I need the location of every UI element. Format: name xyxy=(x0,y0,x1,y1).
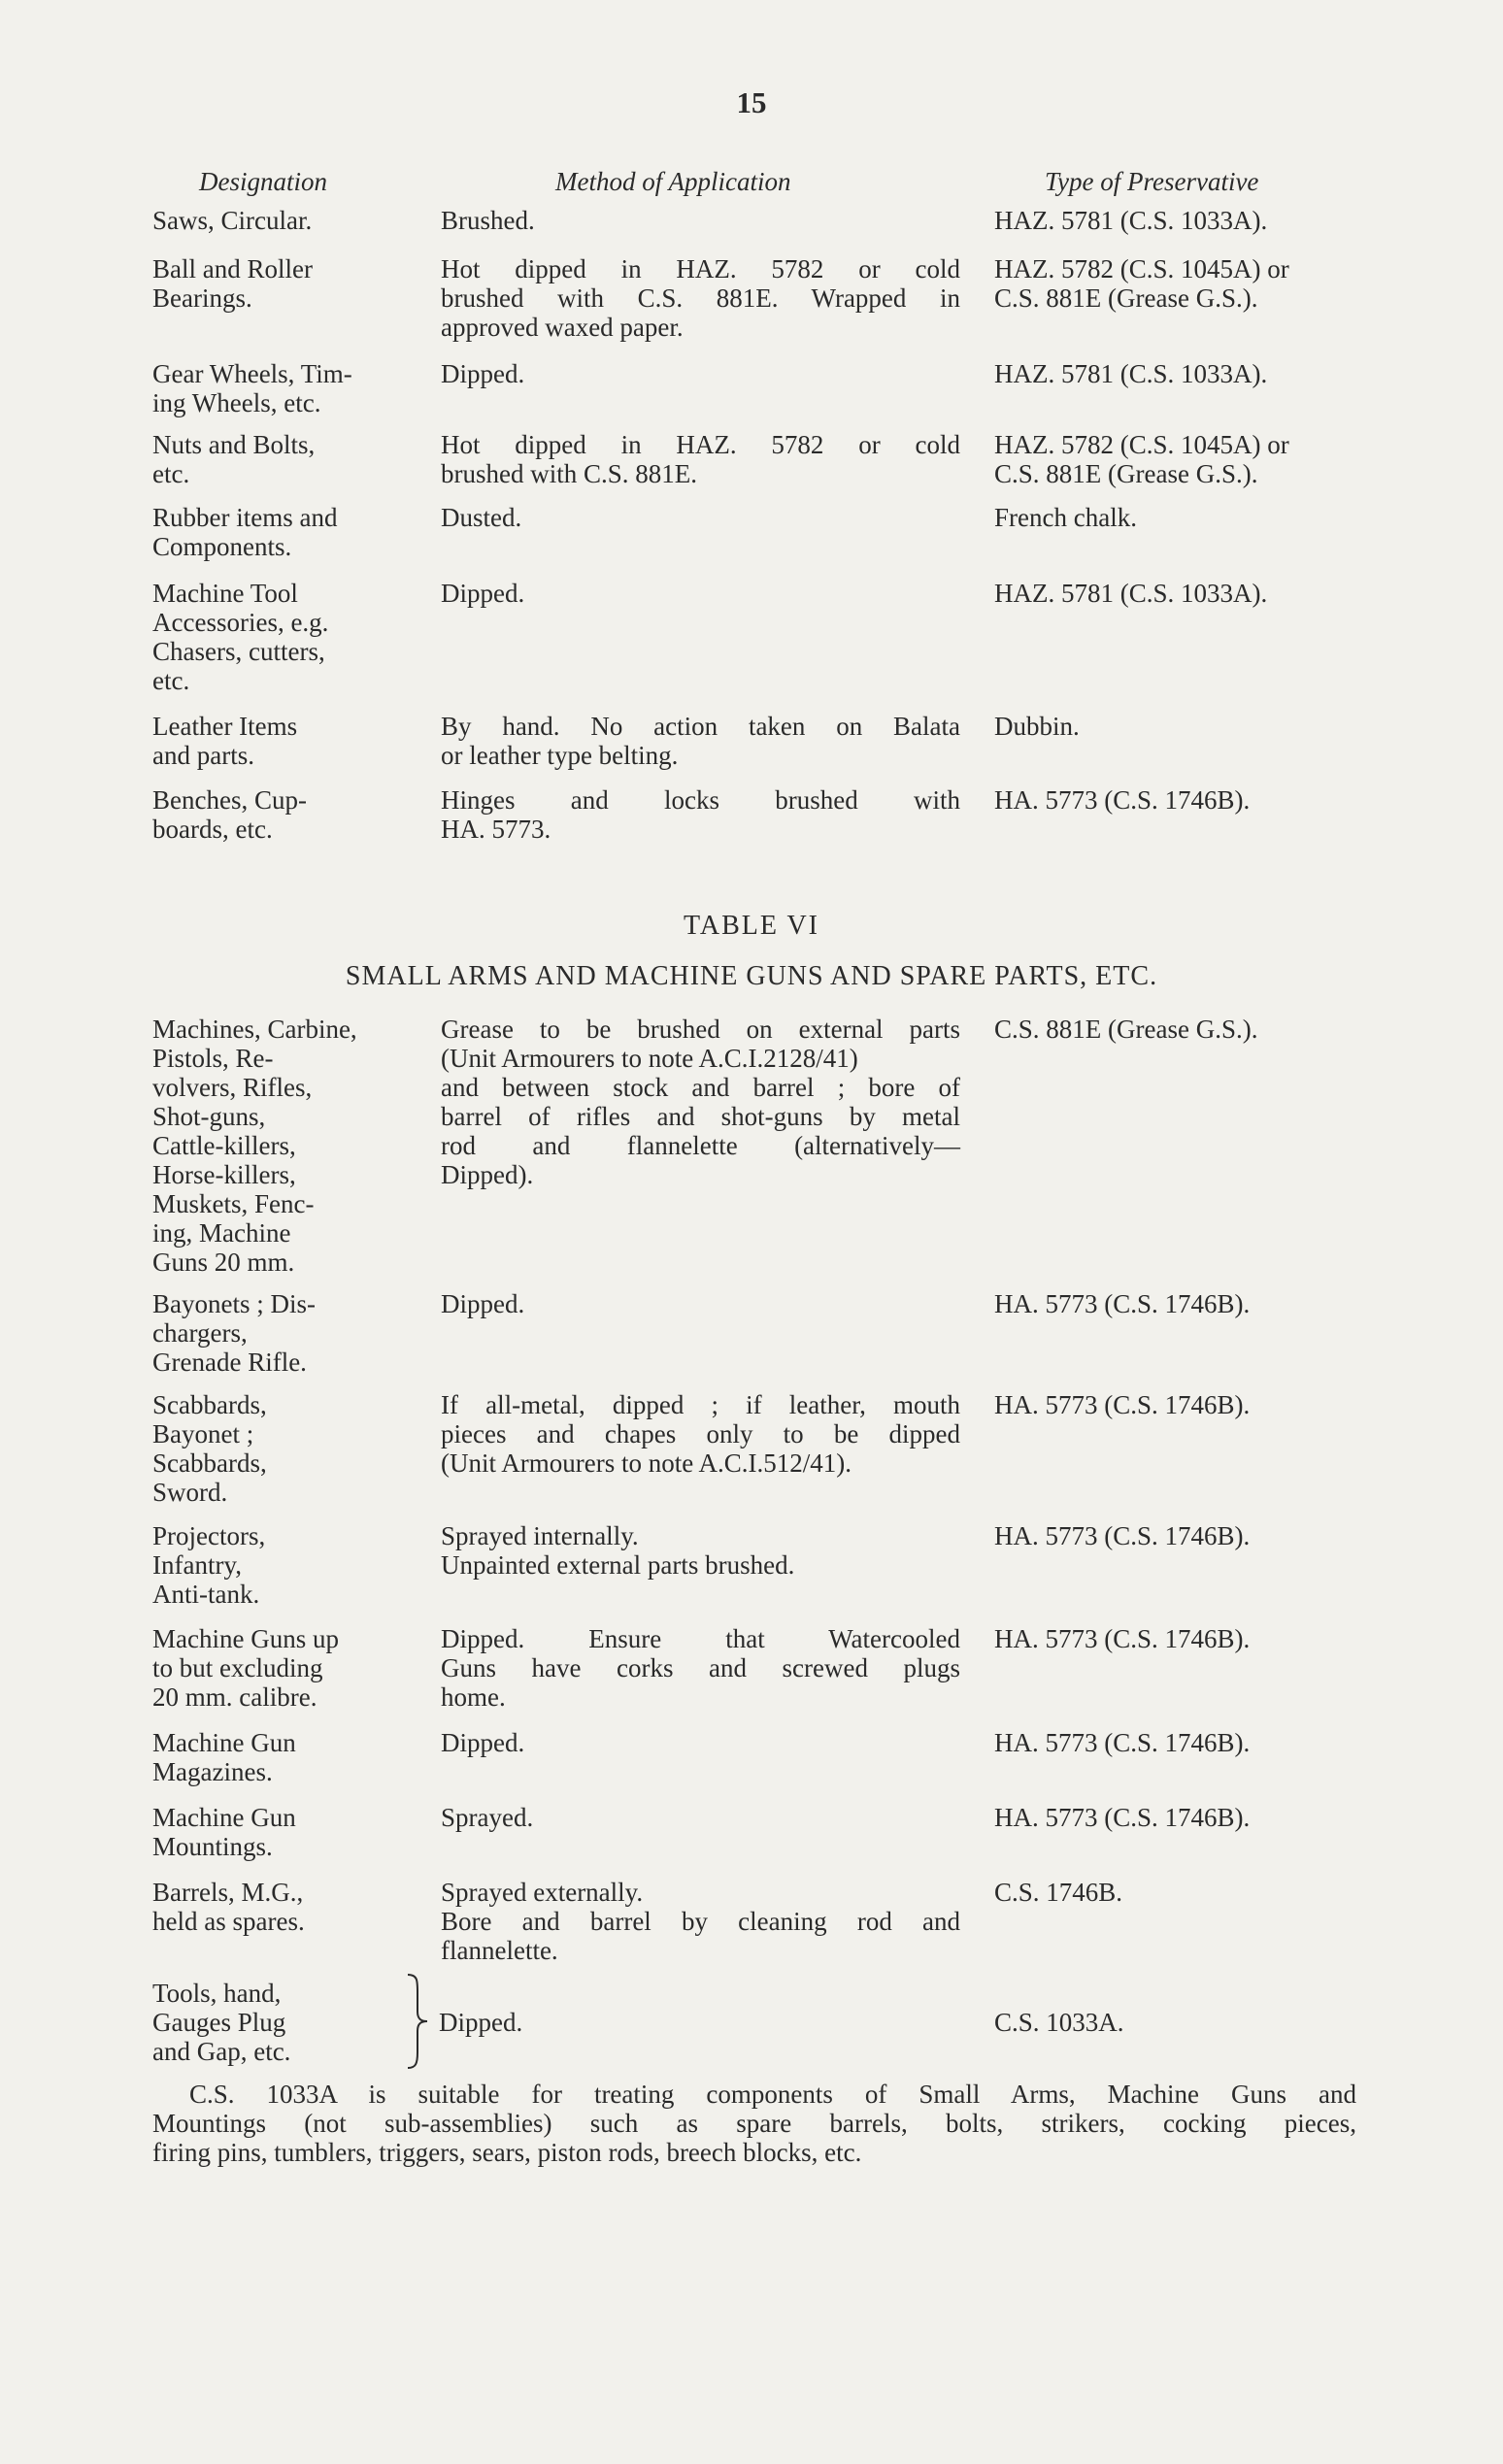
designation-line: Machine Gun xyxy=(152,1728,296,1757)
type-line: HAZ. 5782 (C.S. 1045A) or xyxy=(994,430,1289,459)
designation-line: Rubber items and xyxy=(152,503,338,532)
type-cell xyxy=(994,1624,1383,1653)
method-cell xyxy=(441,1878,960,1965)
designation-line: and Gap, etc. xyxy=(152,2037,291,2066)
type-line: HA. 5773 (C.S. 1746B). xyxy=(994,1289,1251,1318)
designation-line: Components. xyxy=(152,532,292,561)
column-header-method: Method of Application xyxy=(555,167,791,196)
designation-line: Machine Gun xyxy=(152,1803,296,1832)
designation-line: Ball and Roller xyxy=(152,254,313,283)
method-cell xyxy=(441,785,960,844)
designation-line: Pistols, Re- xyxy=(152,1044,274,1073)
footnote-paragraph xyxy=(152,2080,1356,2167)
method-line: Dipped. Ensure that Watercooled xyxy=(441,1624,960,1653)
designation-line: and parts. xyxy=(152,741,254,770)
designation-line: Scabbards, xyxy=(152,1448,267,1478)
method-cell xyxy=(441,1728,960,1757)
page-number: 15 xyxy=(736,85,767,119)
method-line: Brushed. xyxy=(441,206,535,235)
method-line: home. xyxy=(441,1682,506,1712)
designation-line: to but excluding xyxy=(152,1653,323,1682)
type-line: HAZ. 5781 (C.S. 1033A). xyxy=(994,206,1268,235)
method-line: By hand. No action taken on Balata xyxy=(441,712,960,741)
method-line: brushed with C.S. 881E. xyxy=(441,459,698,488)
type-line: HA. 5773 (C.S. 1746B). xyxy=(994,1521,1251,1550)
designation-cell xyxy=(152,1289,415,1377)
designation-line: Muskets, Fenc- xyxy=(152,1189,315,1218)
designation-line: Saws, Circular. xyxy=(152,206,313,235)
method-cell xyxy=(441,430,960,488)
designation-cell xyxy=(152,1803,415,1861)
designation-cell xyxy=(152,1521,415,1609)
method-cell xyxy=(441,1015,960,1189)
type-cell xyxy=(994,1521,1383,1550)
designation-line: etc. xyxy=(152,666,190,695)
designation-cell xyxy=(152,503,415,561)
method-cell xyxy=(439,2008,958,2037)
type-line: HA. 5773 (C.S. 1746B). xyxy=(994,1624,1251,1653)
method-line: Guns have corks and screwed plugs xyxy=(441,1653,960,1682)
method-line: HA. 5773. xyxy=(441,815,551,844)
designation-line: 20 mm. calibre. xyxy=(152,1682,317,1712)
type-line: C.S. 1746B. xyxy=(994,1878,1123,1907)
type-cell xyxy=(994,359,1383,388)
type-cell xyxy=(994,579,1383,608)
designation-line: Leather Items xyxy=(152,712,298,741)
designation-cell xyxy=(152,579,415,695)
method-line: or leather type belting. xyxy=(441,741,679,770)
method-cell xyxy=(441,1803,960,1832)
type-line: HAZ. 5781 (C.S. 1033A). xyxy=(994,359,1268,388)
designation-line: Benches, Cup- xyxy=(152,785,307,815)
designation-line: ing, Machine xyxy=(152,1218,291,1248)
designation-line: Machine Tool xyxy=(152,579,298,608)
table-subtitle: SMALL ARMS AND MACHINE GUNS AND SPARE PARTS, ETC. xyxy=(345,961,1158,991)
designation-line: Projectors, xyxy=(152,1521,266,1550)
designation-line: Bayonet ; xyxy=(152,1419,254,1448)
designation-line: Gear Wheels, Tim- xyxy=(152,359,352,388)
designation-line: Horse-killers, xyxy=(152,1160,296,1189)
method-cell xyxy=(441,254,960,342)
designation-line: Machines, Carbine, xyxy=(152,1015,357,1044)
type-cell xyxy=(994,2008,1383,2037)
designation-line: Chasers, cutters, xyxy=(152,637,325,666)
method-line: Sprayed internally. xyxy=(441,1521,639,1550)
type-cell xyxy=(994,1390,1383,1419)
type-line: HA. 5773 (C.S. 1746B). xyxy=(994,1390,1251,1419)
method-line: Sprayed externally. xyxy=(441,1878,644,1907)
designation-cell xyxy=(152,1015,415,1277)
type-cell xyxy=(994,206,1383,235)
note-line: Mountings (not sub-assemblies) such as spare barrels, bolts, strikers, cocking pieces, xyxy=(152,2109,1356,2138)
designation-line: held as spares. xyxy=(152,1907,305,1936)
table-title: TABLE VI xyxy=(683,911,819,941)
designation-cell xyxy=(152,712,415,770)
designation-line: volvers, Rifles, xyxy=(152,1073,313,1102)
method-line: Hot dipped in HAZ. 5782 or cold xyxy=(441,254,960,283)
type-cell xyxy=(994,712,1383,741)
type-cell xyxy=(994,503,1383,532)
method-cell xyxy=(441,712,960,770)
designation-cell xyxy=(152,254,415,313)
type-line: C.S. 881E (Grease G.S.). xyxy=(994,283,1258,313)
type-cell xyxy=(994,1289,1383,1318)
method-line: Dipped. xyxy=(441,579,525,608)
method-line: Dipped. xyxy=(441,1289,525,1318)
method-line: Dipped). xyxy=(441,1160,534,1189)
type-cell xyxy=(994,1878,1383,1907)
designation-line: Machine Guns up xyxy=(152,1624,339,1653)
method-line: (Unit Armourers to note A.C.I.2128/41) xyxy=(441,1044,858,1073)
type-line: HAZ. 5782 (C.S. 1045A) or xyxy=(994,254,1289,283)
designation-cell xyxy=(152,1624,415,1712)
method-line: Dusted. xyxy=(441,503,522,532)
type-line: HA. 5773 (C.S. 1746B). xyxy=(994,785,1251,815)
type-cell xyxy=(994,1803,1383,1832)
method-cell xyxy=(441,1624,960,1712)
method-cell xyxy=(441,359,960,388)
method-line: rod and flannelette (alternatively— xyxy=(441,1131,960,1160)
method-cell xyxy=(441,503,960,532)
designation-line: Mountings. xyxy=(152,1832,273,1861)
method-line: Grease to be brushed on external parts xyxy=(441,1015,960,1044)
method-line: Dipped. xyxy=(439,2008,523,2037)
note-line: firing pins, tumblers, triggers, sears, piston rods, breech blocks, etc. xyxy=(152,2138,862,2167)
designation-cell xyxy=(152,430,415,488)
type-line: HA. 5773 (C.S. 1746B). xyxy=(994,1803,1251,1832)
type-line: Dubbin. xyxy=(994,712,1080,741)
type-cell xyxy=(994,1728,1383,1757)
type-cell xyxy=(994,785,1383,815)
designation-line: Anti-tank. xyxy=(152,1580,260,1609)
type-cell xyxy=(994,254,1383,313)
method-line: flannelette. xyxy=(441,1936,558,1965)
method-line: Hinges and locks brushed with xyxy=(441,785,960,815)
note-line: C.S. 1033A is suitable for treating components of Small Arms, Machine Guns and xyxy=(189,2080,1356,2109)
method-line: Unpainted external parts brushed. xyxy=(441,1550,795,1580)
designation-line: Nuts and Bolts, xyxy=(152,430,316,459)
method-cell xyxy=(441,1289,960,1318)
method-line: barrel of rifles and shot-guns by metal xyxy=(441,1102,960,1131)
designation-line: chargers, xyxy=(152,1318,248,1348)
designation-line: Gauges Plug xyxy=(152,2008,286,2037)
column-header-type: Type of Preservative xyxy=(1045,167,1259,196)
type-line: C.S. 881E (Grease G.S.). xyxy=(994,1015,1258,1044)
method-cell xyxy=(441,1390,960,1478)
designation-line: Bayonets ; Dis- xyxy=(152,1289,316,1318)
type-cell xyxy=(994,1015,1383,1044)
designation-cell xyxy=(152,206,415,235)
designation-line: Bearings. xyxy=(152,283,252,313)
designation-line: Guns 20 mm. xyxy=(152,1248,295,1277)
method-line: Sprayed. xyxy=(441,1803,534,1832)
designation-line: Accessories, e.g. xyxy=(152,608,329,637)
method-cell xyxy=(441,206,960,235)
type-line: HAZ. 5781 (C.S. 1033A). xyxy=(994,579,1268,608)
column-header-designation: Designation xyxy=(199,167,327,196)
designation-cell xyxy=(152,1878,415,1936)
method-cell xyxy=(441,579,960,608)
designation-line: Tools, hand, xyxy=(152,1979,282,2008)
designation-line: Barrels, M.G., xyxy=(152,1878,304,1907)
designation-cell xyxy=(152,1728,415,1786)
designation-line: Scabbards, xyxy=(152,1390,267,1419)
type-cell xyxy=(994,430,1383,488)
method-line: Dipped. xyxy=(441,1728,525,1757)
designation-cell xyxy=(152,785,415,844)
designation-line: Shot-guns, xyxy=(152,1102,266,1131)
designation-cell xyxy=(152,1979,415,2066)
type-line: C.S. 1033A. xyxy=(994,2008,1124,2037)
designation-line: ing Wheels, etc. xyxy=(152,388,321,417)
designation-line: Grenade Rifle. xyxy=(152,1348,307,1377)
method-line: (Unit Armourers to note A.C.I.512/41). xyxy=(441,1448,852,1478)
method-line: approved waxed paper. xyxy=(441,313,684,342)
designation-cell xyxy=(152,359,415,417)
designation-line: boards, etc. xyxy=(152,815,273,844)
type-line: C.S. 881E (Grease G.S.). xyxy=(994,459,1258,488)
type-line: French chalk. xyxy=(994,503,1137,532)
method-line: Bore and barrel by cleaning rod and xyxy=(441,1907,960,1936)
designation-line: Sword. xyxy=(152,1478,228,1507)
designation-line: etc. xyxy=(152,459,190,488)
method-cell xyxy=(441,1521,960,1580)
method-line: and between stock and barrel ; bore of xyxy=(441,1073,960,1102)
method-line: Hot dipped in HAZ. 5782 or cold xyxy=(441,430,960,459)
designation-line: Cattle-killers, xyxy=(152,1131,296,1160)
method-line: If all-metal, dipped ; if leather, mouth xyxy=(441,1390,960,1419)
designation-line: Magazines. xyxy=(152,1757,273,1786)
type-line: HA. 5773 (C.S. 1746B). xyxy=(994,1728,1251,1757)
method-line: pieces and chapes only to be dipped xyxy=(441,1419,960,1448)
method-line: brushed with C.S. 881E. Wrapped in xyxy=(441,283,960,313)
curly-brace xyxy=(404,1973,431,2070)
designation-line: Infantry, xyxy=(152,1550,242,1580)
method-line: Dipped. xyxy=(441,359,525,388)
designation-cell xyxy=(152,1390,415,1507)
